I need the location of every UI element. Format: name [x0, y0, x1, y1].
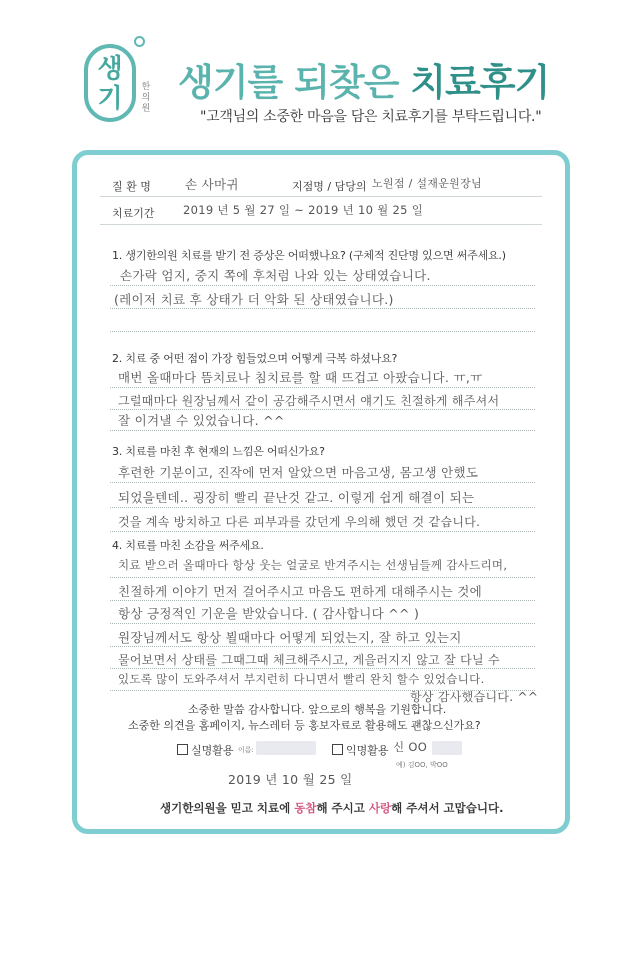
answer-line — [110, 600, 535, 601]
answer-line — [110, 646, 535, 647]
answer-line — [110, 690, 535, 691]
disease-label: 질 환 명 — [112, 180, 151, 193]
logo-badge — [84, 44, 136, 122]
footer-part2: 해 주시고 — [316, 801, 369, 815]
closing-line-2: 소중한 의견을 홈페이지, 뉴스레터 등 홍보자료로 활용해도 괜찮으신가요? — [128, 719, 481, 732]
real-name-sublabel: 이름: — [238, 746, 254, 754]
answer-2-line-2: 그럴때마다 원장님께서 같이 공감해주시면서 얘기도 친절하게 해주셔서 — [118, 394, 500, 408]
real-name-checkbox[interactable] — [177, 744, 188, 755]
real-name-field-redacted[interactable] — [256, 741, 316, 755]
logo-char-2: 기 — [97, 84, 123, 114]
answer-4-line-3: 항상 긍정적인 기운을 받았습니다. ( 감사합니다 ^^ ) — [118, 606, 420, 621]
question-1: 1. 생기한의원 치료를 받기 전 증상은 어떠했나요? (구체적 진단명 있으면 써주세요.) — [112, 249, 506, 262]
answer-line — [110, 430, 535, 431]
field-divider — [100, 224, 542, 225]
answer-line — [110, 387, 535, 388]
answer-line — [110, 482, 535, 483]
clinic-logo — [78, 30, 158, 122]
anonymous-option-label: 익명활용 — [346, 744, 389, 757]
answer-1-line-2: (레이저 치료 후 상태가 더 악화 된 상태였습니다.) — [114, 292, 394, 307]
page-subtitle: "고객님의 소중한 마음을 담은 치료후기를 부탁드립니다." — [200, 109, 542, 125]
answer-line — [110, 331, 535, 332]
branch-label: 지점명 / 담당의 — [292, 180, 367, 193]
footer-highlight-1: 동참 — [294, 801, 317, 815]
answer-line — [110, 577, 535, 578]
branch-value: 노원점 / 설재운원장님 — [372, 177, 482, 190]
answer-4-line-7: 항상 감사했습니다. ^^ — [410, 690, 539, 704]
footer-part1: 생기한의원을 믿고 치료에 — [160, 801, 295, 815]
answer-4-line-6: 있도록 많이 도와주셔서 부지런히 다니면서 빨리 완치 할수 있었습니다. — [118, 672, 485, 686]
footer-part3: 해 주셔서 고맙습니다. — [391, 801, 504, 815]
answer-4-line-5: 물어보면서 상태를 그때그때 체크해주시고, 게을러지지 않고 잘 다닐 수 — [118, 653, 500, 667]
answer-4-line-4: 원장님께서도 항상 뵐때마다 어떻게 되었는지, 잘 하고 있는지 — [118, 630, 462, 645]
answer-2-line-3: 잘 이겨낼 수 있었습니다. ^^ — [118, 413, 285, 428]
answer-line — [110, 531, 535, 532]
answer-2-line-1: 매번 올때마다 뜸치료나 침치료를 할 때 뜨겁고 아팠습니다. ㅠ,ㅠ — [118, 370, 483, 385]
closing-line-1: 소중한 말씀 감사합니다. 앞으로의 행복을 기원합니다. — [188, 703, 447, 716]
anonymous-value: 신 OO — [393, 740, 428, 754]
answer-3-line-3: 것을 계속 방치하고 다른 피부과를 갔던게 우의해 했던 것 같습니다. — [118, 515, 481, 529]
signature-date: 2019 년 10 월 25 일 — [228, 772, 353, 787]
anonymous-example: 예) 김OO, 박OO — [396, 761, 448, 769]
page-title — [178, 52, 549, 106]
answer-1-line-1: 손가락 엄지, 중지 쪽에 후처럼 나와 있는 상태였습니다. — [120, 268, 431, 283]
question-2: 2. 치료 중 어떤 점이 가장 힘들었으며 어떻게 극복 하셨나요? — [112, 352, 398, 365]
footer-highlight-2: 사랑 — [368, 801, 392, 815]
period-label: 치료기간 — [112, 207, 155, 220]
answer-line — [110, 623, 535, 624]
real-name-option-label: 실명활용 — [191, 744, 234, 757]
disease-value: 손 사마귀 — [185, 177, 239, 192]
answer-line — [110, 285, 535, 286]
logo-dot — [134, 36, 145, 47]
field-divider — [100, 196, 542, 197]
period-value: 2019 년 5 월 27 일 ~ 2019 년 10 월 25 일 — [183, 203, 424, 217]
answer-3-line-2: 되었을텐데.. 굉장히 빨리 끝난것 같고. 이렇게 쉽게 해결이 되는 — [118, 490, 475, 505]
answer-line — [110, 409, 535, 410]
title-part2: 치료후기 — [410, 61, 550, 104]
footer-thanks — [160, 800, 503, 816]
answer-4-line-1: 치료 받으러 올때마다 항상 웃는 얼굴로 반겨주시는 선생님들께 감사드리며, — [118, 558, 508, 572]
logo-char-1: 생 — [97, 54, 123, 84]
answer-line — [110, 507, 535, 508]
question-4: 4. 치료를 마친 소감을 써주세요. — [112, 539, 264, 552]
anonymous-field-redacted — [432, 741, 462, 755]
answer-line — [110, 308, 535, 309]
answer-4-line-2: 친절하게 이야기 먼저 걸어주시고 마음도 편하게 대해주시는 것에 — [118, 584, 483, 599]
question-3: 3. 치료를 마친 후 현재의 느낌은 어떠신가요? — [112, 445, 325, 458]
title-part1: 생기를 되찾은 — [178, 61, 411, 104]
answer-3-line-1: 후련한 기분이고, 진작에 먼저 알았으면 마음고생, 몸고생 안했도 — [118, 465, 479, 480]
answer-line — [110, 668, 535, 669]
logo-subtext: 한의원 — [141, 82, 151, 114]
anonymous-checkbox[interactable] — [332, 744, 343, 755]
